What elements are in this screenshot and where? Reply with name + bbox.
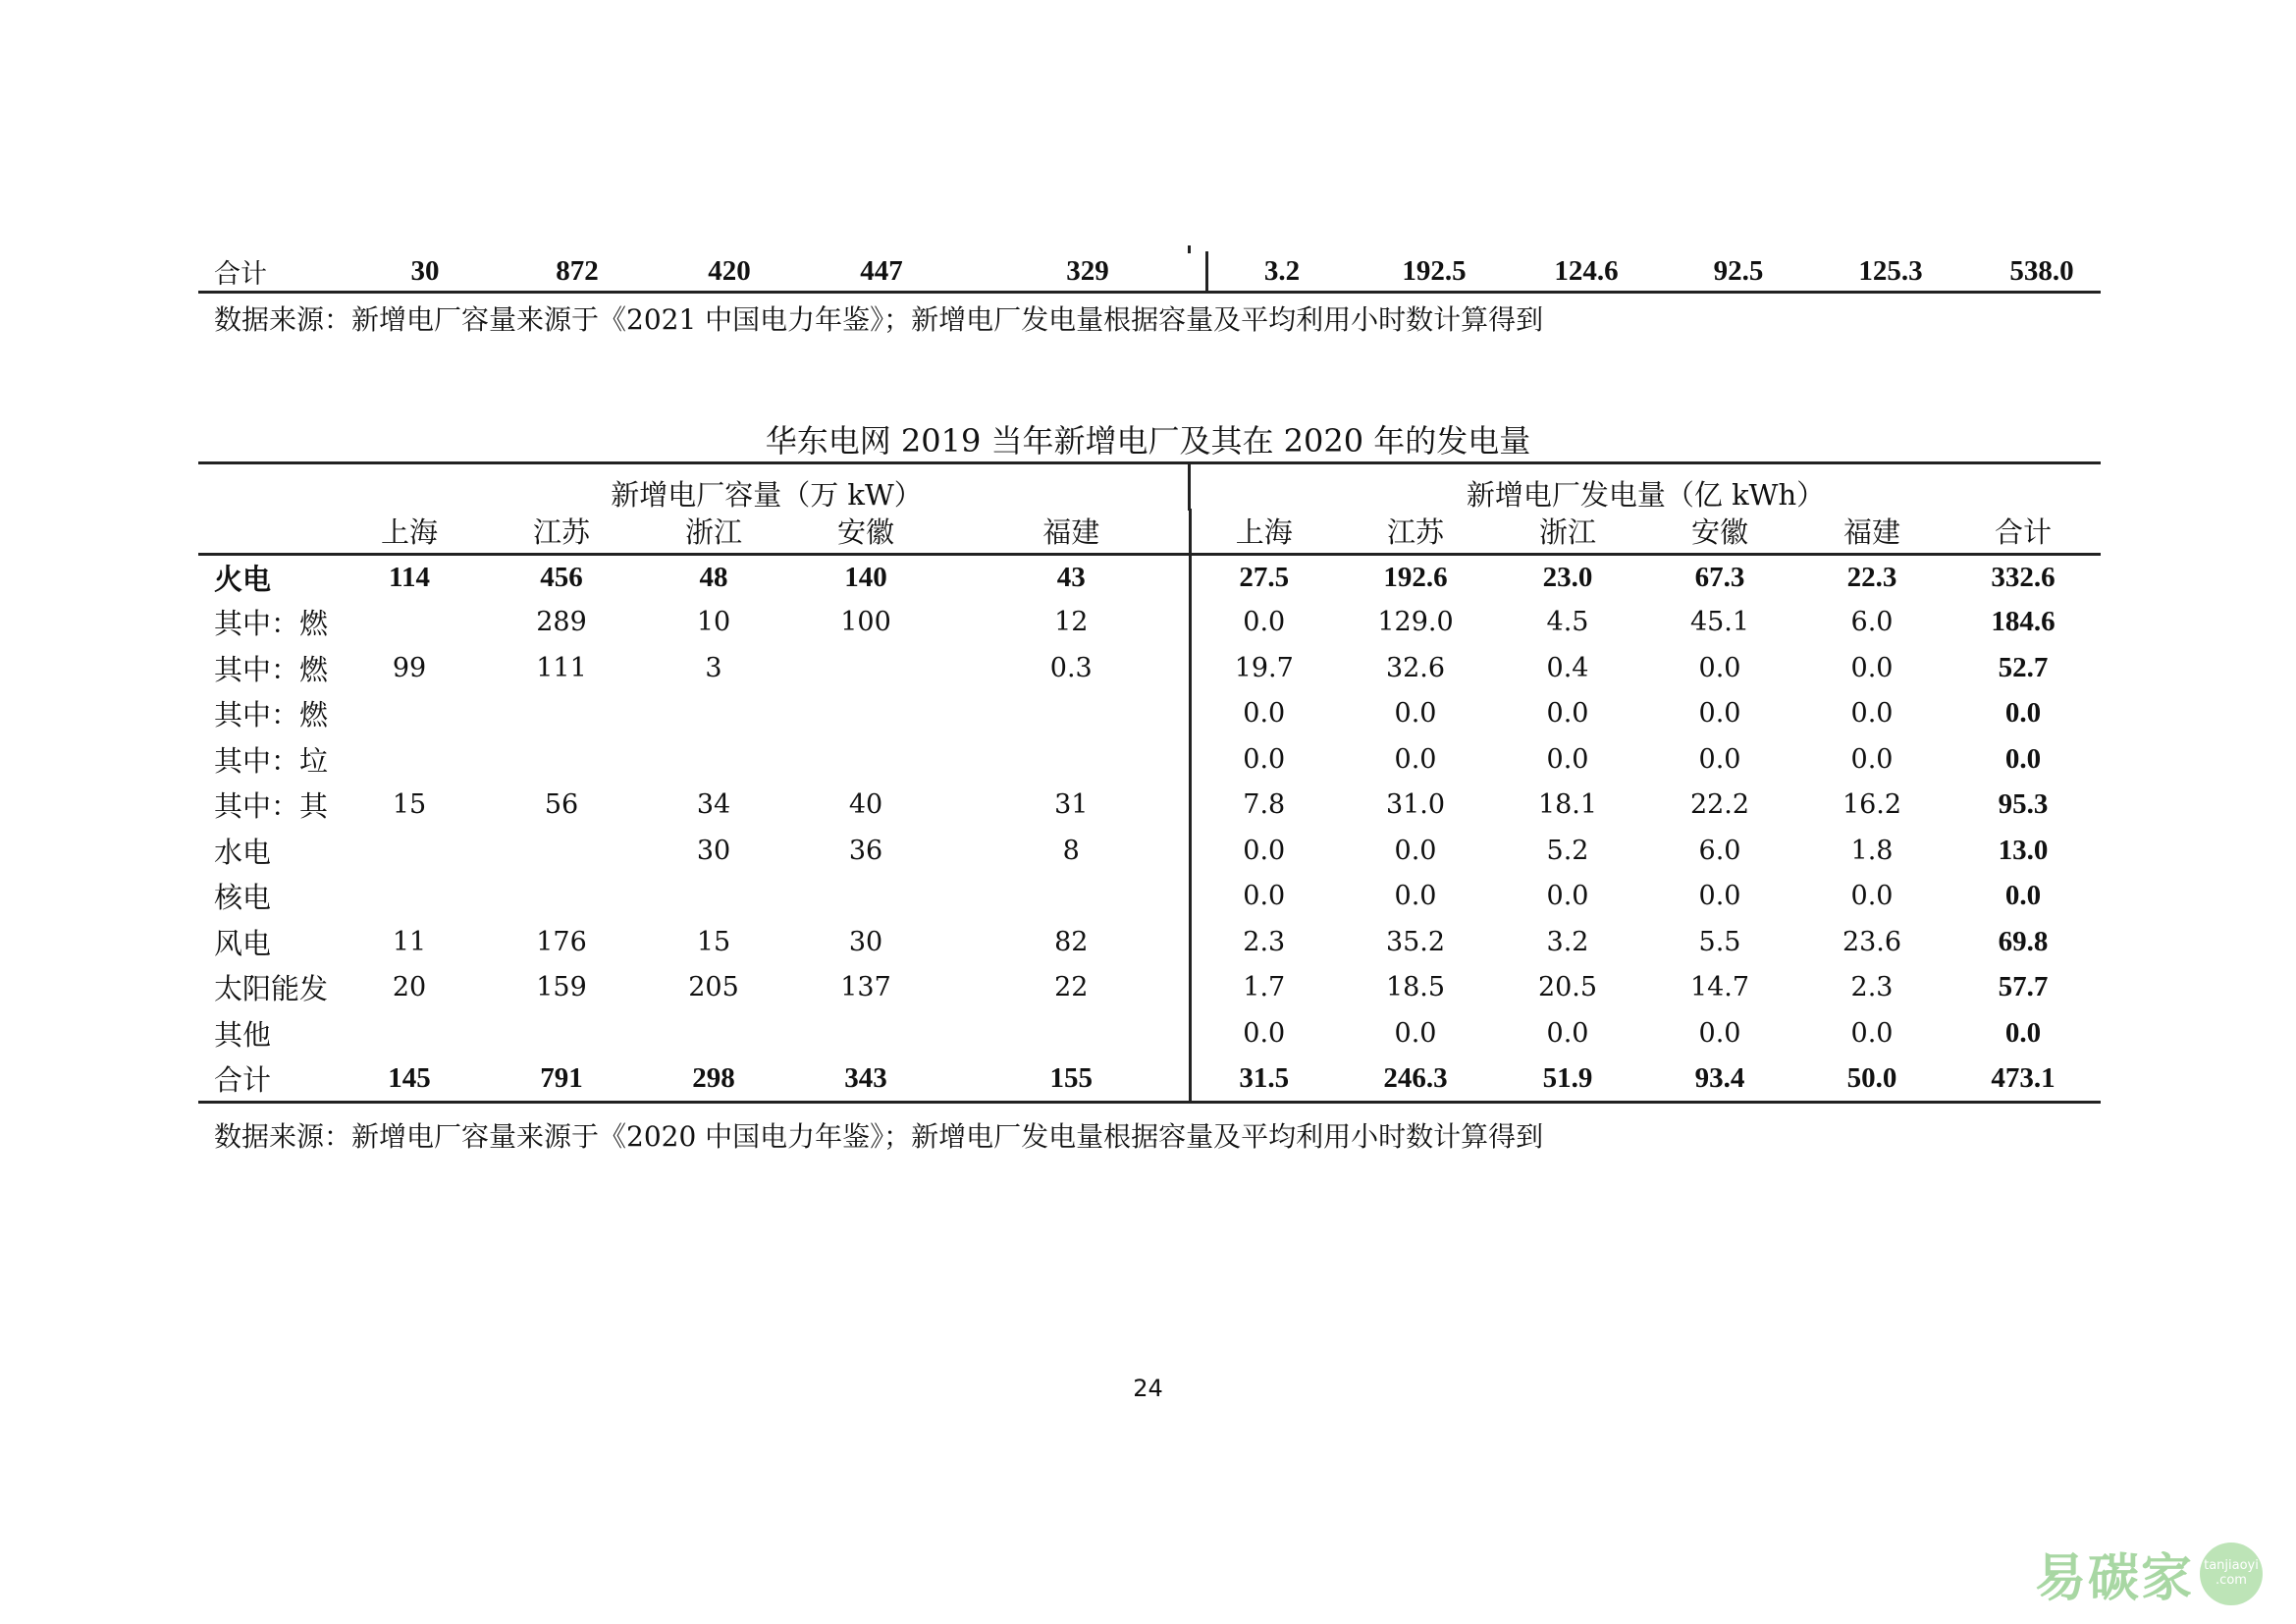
table-cell: 10	[696, 607, 731, 638]
table-cell: 23.0	[1542, 561, 1593, 593]
row-label: 核电	[214, 881, 272, 915]
table-cell	[346, 600, 473, 646]
table-row	[198, 645, 2101, 691]
table-cell	[954, 736, 1190, 783]
table-cell: 1.7	[1243, 972, 1286, 1003]
table-cell: 473.1	[1946, 1056, 2101, 1103]
table-cell: 40	[848, 789, 883, 821]
top-table-bottom-rule	[198, 291, 2101, 294]
table-cell: 111	[536, 652, 587, 683]
watermark-badge	[2200, 1543, 2263, 1605]
column-header: 浙江	[1494, 509, 1641, 554]
table-cell: 0.0	[1850, 1017, 1894, 1049]
table-cell: 0.0	[1850, 698, 1894, 730]
column-header-row	[198, 509, 2101, 554]
table-cell: 0.0	[1243, 743, 1286, 775]
page-number: 24	[1133, 1375, 1163, 1402]
table-cell: 0.0	[2004, 742, 2042, 775]
column-header: 福建	[954, 509, 1190, 554]
table-row	[198, 919, 2101, 965]
table-title: 华东电网 2019 当年新增电厂及其在 2020 年的发电量	[765, 422, 1531, 460]
watermark-badge-line1: tanjiaoyi	[2204, 1558, 2259, 1574]
table-cell: 0.0	[1850, 652, 1894, 683]
table-cell: 14.7	[1689, 972, 1750, 1003]
table-cell: 298	[650, 1056, 777, 1103]
table-cell: 16.2	[1842, 789, 1902, 821]
column-header: 浙江	[650, 509, 777, 554]
column-header: 江苏	[473, 509, 650, 554]
table-cell: 205	[688, 972, 739, 1003]
column-header: 上海	[1190, 509, 1337, 554]
table-cell: 22.3	[1846, 561, 1897, 593]
table-cell: 32.6	[1385, 652, 1446, 683]
table-cell	[954, 874, 1190, 920]
cell: 420	[708, 254, 751, 287]
table-cell: 3	[705, 652, 722, 683]
column-header: 福建	[1798, 509, 1946, 554]
table-row	[198, 965, 2101, 1011]
table-cell: 36	[848, 835, 883, 866]
table-row	[198, 600, 2101, 646]
column-header: 安徽	[1641, 509, 1798, 554]
table-cell: 289	[536, 607, 587, 638]
table-cell	[346, 691, 473, 737]
table-cell: 6.0	[1698, 835, 1741, 866]
table-cell: 343	[777, 1056, 954, 1103]
watermark-logo	[2035, 1537, 2263, 1610]
row-label: 其中：燃	[214, 607, 329, 641]
table-cell: 192.6	[1383, 561, 1448, 593]
table-cell: 12	[954, 600, 1190, 646]
table-cell: 67.3	[1694, 561, 1745, 593]
top-table	[198, 251, 2119, 291]
table-cell: 15	[696, 926, 731, 957]
table-row	[198, 554, 2101, 600]
table-cell: 50.0	[1798, 1056, 1946, 1103]
table-cell: 52.7	[1998, 651, 2049, 683]
group-header-capacity: 新增电厂容量（万 kW）	[611, 478, 923, 512]
table-cell	[954, 691, 1190, 737]
table-cell: 20.5	[1537, 972, 1598, 1003]
table-cell: 18.5	[1385, 972, 1446, 1003]
table-cell: 0.0	[1546, 698, 1589, 730]
table-cell: 22.2	[1689, 789, 1750, 821]
table-cell	[650, 1010, 777, 1056]
table-cell: 31.0	[1385, 789, 1446, 821]
table-row	[198, 1056, 2101, 1103]
table-cell: 31.5	[1190, 1056, 1337, 1103]
cell: 3.2	[1263, 254, 1301, 287]
cell: 329	[970, 251, 1207, 291]
table-cell: 13.0	[1998, 834, 2049, 866]
column-header: 江苏	[1337, 509, 1494, 554]
row-label: 其中：燃	[214, 698, 329, 732]
table-cell: 0.0	[1850, 743, 1894, 775]
table-cell: 19.7	[1234, 652, 1294, 683]
table-cell: 791	[473, 1056, 650, 1103]
table-cell: 0.0	[1243, 881, 1286, 912]
row-label: 合计	[214, 258, 267, 290]
table-cell: 0.0	[2004, 697, 2042, 730]
table-cell: 246.3	[1337, 1056, 1494, 1103]
table-cell: 23.6	[1842, 926, 1902, 957]
row-label: 水电	[214, 835, 272, 869]
table-cell: 1.8	[1850, 835, 1894, 866]
cell: 192.5	[1402, 254, 1467, 287]
table-cell: 4.5	[1546, 607, 1589, 638]
table-cell: 0.0	[1850, 881, 1894, 912]
table-row	[198, 1010, 2101, 1056]
table-divider-top	[1188, 463, 1191, 511]
table-cell	[473, 736, 650, 783]
cell: 125.3	[1858, 254, 1923, 287]
column-header: 上海	[346, 509, 473, 554]
table-cell	[346, 1010, 473, 1056]
main-table	[198, 509, 2101, 1104]
table-cell: 0.0	[1394, 743, 1437, 775]
table-cell: 0.0	[1698, 1017, 1741, 1049]
table-cell: 0.0	[1243, 1017, 1286, 1049]
table-cell: 34	[696, 789, 731, 821]
table-row	[198, 783, 2101, 829]
table-cell: 18.1	[1537, 789, 1598, 821]
table-cell: 0.0	[2004, 880, 2042, 912]
table-cell: 30	[848, 926, 883, 957]
table-cell: 145	[346, 1056, 473, 1103]
table-cell	[650, 736, 777, 783]
column-header: 安徽	[777, 509, 954, 554]
table-cell: 11	[392, 926, 427, 957]
table-row	[198, 691, 2101, 737]
table-cell: 0.3	[954, 645, 1190, 691]
table-cell: 95.3	[1998, 788, 2049, 821]
table-cell	[777, 691, 954, 737]
table-cell: 0.0	[1243, 607, 1286, 638]
table-top-rule	[198, 461, 2101, 464]
table-cell: 0.4	[1546, 652, 1589, 683]
table-cell	[346, 736, 473, 783]
table-cell: 114	[389, 561, 430, 593]
watermark-text: 易碳家	[2034, 1549, 2194, 1608]
table-cell: 2.3	[1850, 972, 1894, 1003]
cell: 124.6	[1554, 254, 1619, 287]
cell: 92.5	[1713, 254, 1764, 287]
column-header: 合计	[1946, 509, 2101, 554]
table-cell: 48	[699, 561, 728, 593]
table-cell: 0.0	[1394, 835, 1437, 866]
table-cell: 0.0	[1243, 698, 1286, 730]
table-cell: 140	[844, 561, 887, 593]
table-cell: 3.2	[1546, 926, 1589, 957]
row-label: 火电	[214, 562, 272, 596]
table-cell	[473, 828, 650, 874]
top-source-note: 数据来源：新增电厂容量来源于《2021 中国电力年鉴》；新增电厂发电量根据容量及平均利用小时数计算得到	[214, 303, 1544, 336]
column-header-empty	[198, 509, 346, 554]
table-cell: 15	[392, 789, 427, 821]
table-cell	[777, 736, 954, 783]
row-label: 其中：燃	[214, 652, 329, 686]
table-row	[198, 828, 2101, 874]
table-cell: 159	[536, 972, 587, 1003]
table-cell	[346, 828, 473, 874]
cell: 538.0	[2009, 254, 2074, 287]
table-cell: 0.0	[1698, 881, 1741, 912]
top-total-row	[198, 251, 2119, 291]
table-cell: 0.0	[1546, 881, 1589, 912]
table-cell: 57.7	[1998, 971, 2049, 1003]
row-label: 风电	[214, 926, 272, 960]
table-cell: 22	[954, 965, 1190, 1011]
table-cell: 27.5	[1239, 561, 1290, 593]
table-cell: 93.4	[1641, 1056, 1798, 1103]
row-label: 其中：其	[214, 789, 329, 824]
table-row	[198, 874, 2101, 920]
table-cell: 332.6	[1991, 561, 2056, 593]
table-cell	[346, 874, 473, 920]
table-cell: 8	[954, 828, 1190, 874]
table-cell: 20	[392, 972, 427, 1003]
table-cell: 43	[954, 554, 1190, 600]
table-cell: 0.0	[1698, 698, 1741, 730]
table-cell: 0.0	[1698, 743, 1741, 775]
table-cell	[650, 874, 777, 920]
table-cell: 184.6	[1991, 606, 2056, 638]
table-cell: 5.5	[1698, 926, 1741, 957]
table-cell: 69.8	[1998, 925, 2049, 957]
table-cell: 129.0	[1377, 607, 1454, 638]
table-cell: 7.8	[1243, 789, 1286, 821]
table-cell	[473, 874, 650, 920]
table-cell: 100	[840, 607, 891, 638]
table-cell: 2.3	[1243, 926, 1286, 957]
watermark-badge-line2: .com	[2216, 1572, 2247, 1588]
table-cell	[650, 691, 777, 737]
table-cell	[777, 1010, 954, 1056]
cell: 872	[556, 254, 599, 287]
table-cell: 30	[696, 835, 731, 866]
table-row	[198, 736, 2101, 783]
table-cell	[473, 1010, 650, 1056]
table-cell: 176	[536, 926, 587, 957]
table-cell: 82	[954, 919, 1190, 965]
table-cell: 0.0	[1394, 1017, 1437, 1049]
table-cell: 0.0	[1698, 652, 1741, 683]
table-cell: 6.0	[1850, 607, 1894, 638]
table-cell: 0.0	[1394, 881, 1437, 912]
table-cell: 155	[954, 1056, 1190, 1103]
row-label: 合计	[198, 1056, 346, 1103]
table-cell: 0.0	[1394, 698, 1437, 730]
table-cell: 0.0	[2004, 1016, 2042, 1049]
main-source-note: 数据来源：新增电厂容量来源于《2020 中国电力年鉴》；新增电厂发电量根据容量及平均利用小时数计算得到	[214, 1120, 1544, 1153]
table-cell: 137	[840, 972, 891, 1003]
table-cell	[777, 645, 954, 691]
group-header-generation: 新增电厂发电量（亿 kWh）	[1466, 478, 1826, 512]
table-cell	[473, 691, 650, 737]
row-label: 其他	[214, 1017, 272, 1052]
row-label: 太阳能发	[214, 972, 329, 1006]
row-label: 其中：垃	[214, 743, 329, 778]
table-cell: 45.1	[1689, 607, 1750, 638]
table-cell: 5.2	[1546, 835, 1589, 866]
table-cell	[777, 874, 954, 920]
table-cell: 0.0	[1546, 743, 1589, 775]
table-cell: 0.0	[1546, 1017, 1589, 1049]
cell: 30	[410, 254, 440, 287]
table-cell	[954, 1010, 1190, 1056]
table-cell: 0.0	[1243, 835, 1286, 866]
cell: 447	[860, 254, 903, 287]
table-cell: 56	[544, 789, 579, 821]
table-cell: 35.2	[1385, 926, 1446, 957]
table-cell: 456	[540, 561, 583, 593]
table-cell: 31	[954, 783, 1190, 829]
table-cell: 99	[392, 652, 427, 683]
table-cell: 51.9	[1494, 1056, 1641, 1103]
top-divider-extension	[1188, 245, 1191, 253]
